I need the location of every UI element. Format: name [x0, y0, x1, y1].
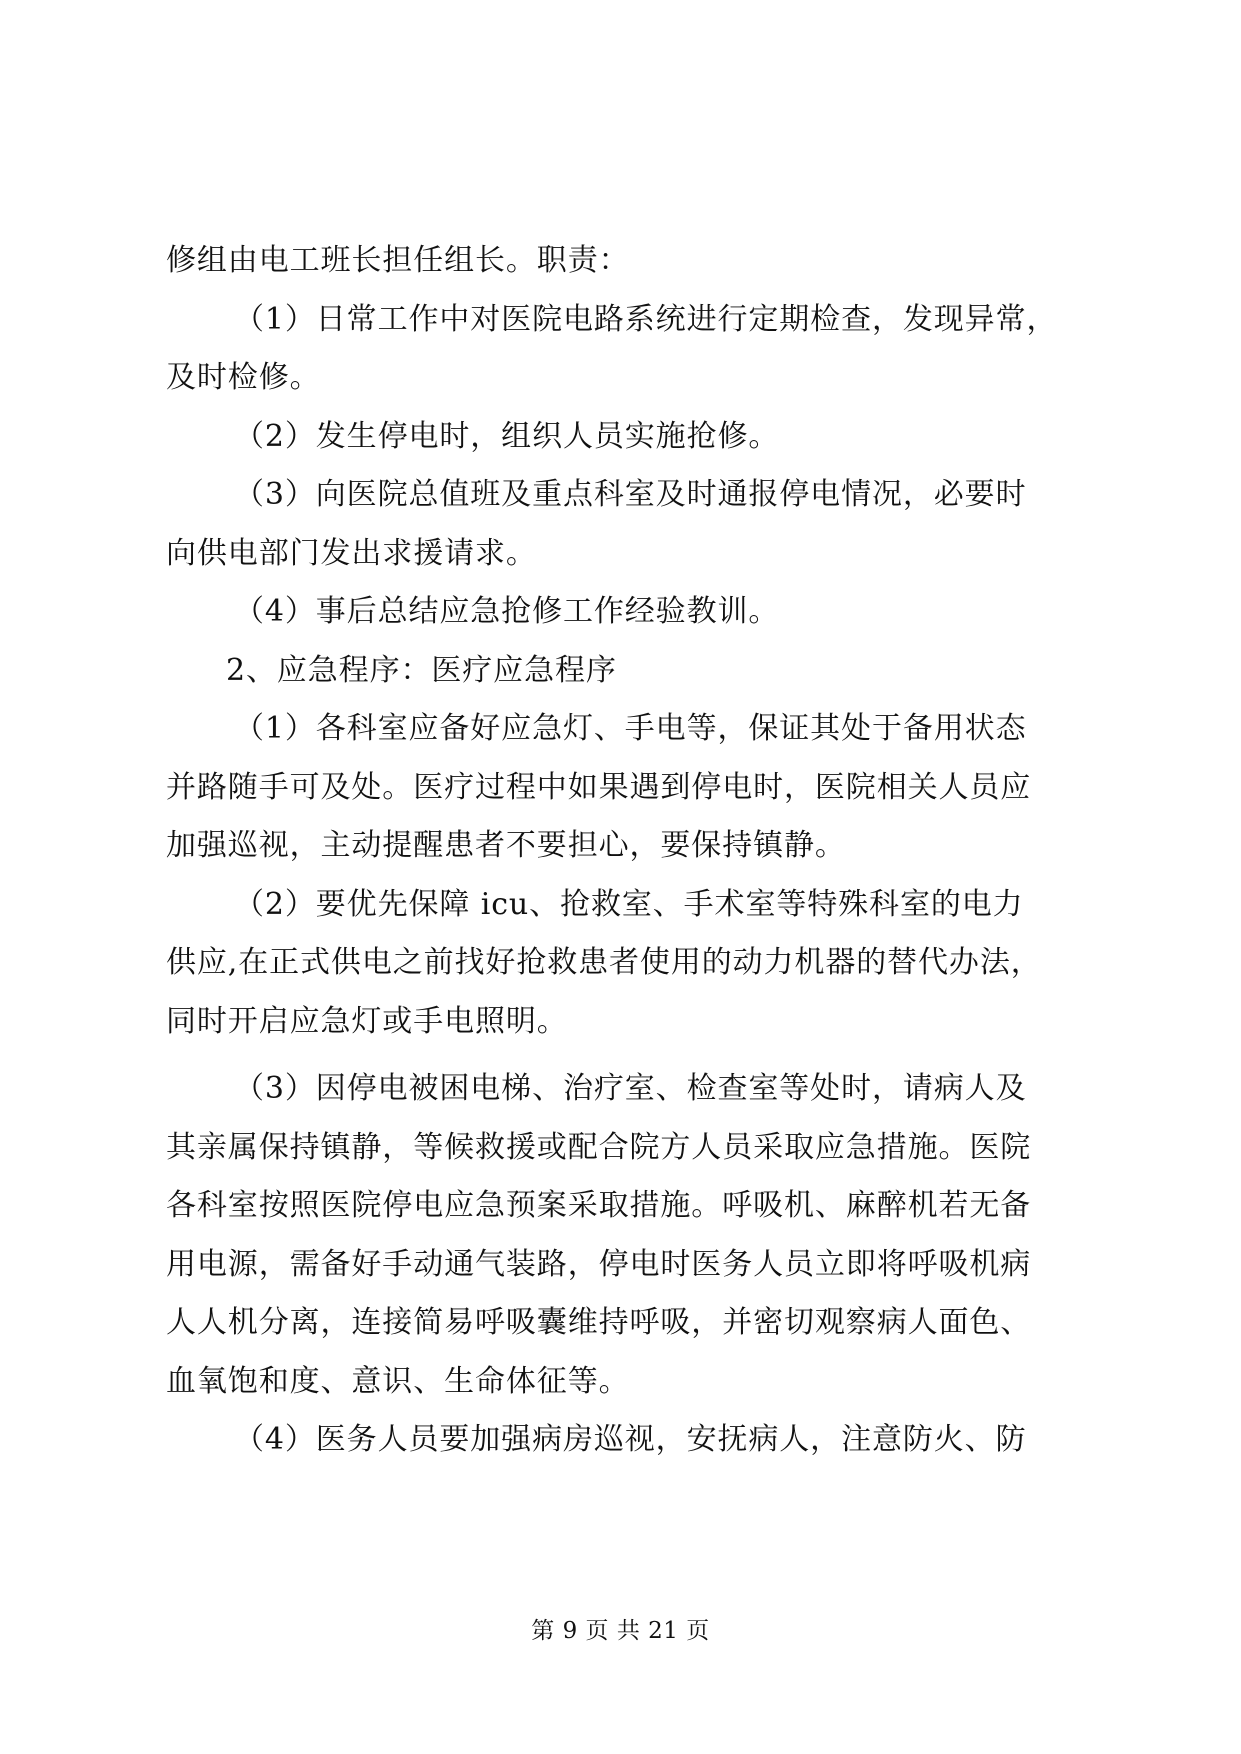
text-line: （3）因停电被困电梯、治疗室、检查室等处时，请病人及: [234, 1071, 1027, 1106]
page-footer: 第 9 页 共 21 页: [531, 1618, 710, 1644]
text-line: （3）向医院总值班及重点科室及时通报停电情况，必要时: [234, 477, 1027, 512]
text-line: （2）发生停电时，组织人员实施抢修。: [234, 418, 780, 454]
text-line: （1）各科室应备好应急灯、手电等，保证其处于备用状态: [234, 711, 1027, 746]
text-line: 向供电部门发出求援请求。: [166, 535, 537, 571]
text-line: （4）医务人员要加强病房巡视，安抚病人，注意防火、防: [234, 1422, 1027, 1457]
text-line: 供应,在正式供电之前找好抢救患者使用的动力机器的替代办法，: [166, 945, 1042, 980]
text-line: 并路随手可及处。医疗过程中如果遇到停电时，医院相关人员应: [166, 769, 1032, 805]
text-line: 加强巡视，主动提醒患者不要担心，要保持镇静。: [166, 828, 846, 863]
text-line: （2）要优先保障 icu、抢救室、手术室等特殊科室的电力: [234, 886, 1024, 922]
text-line: （4）事后总结应急抢修工作经验教训。: [234, 594, 780, 629]
text-line: 各科室按照医院停电应急预案采取措施。呼吸机、麻醉机若无备: [166, 1188, 1032, 1223]
document-body: [166, 232, 1078, 1470]
section-heading: 2、应急程序：医疗应急程序: [226, 652, 617, 688]
text-line: 用电源，需备好手动通气装路，停电时医务人员立即将呼吸机病: [166, 1246, 1032, 1282]
text-line: 及时检修。: [166, 360, 321, 395]
text-line: 修组由电工班长担任组长。职责：: [166, 243, 630, 278]
paragraph-gap: [166, 1051, 1078, 1060]
text-line: 其亲属保持镇静，等候救援或配合院方人员采取应急措施。医院: [166, 1129, 1032, 1165]
text-line: 血氧饱和度、意识、生命体征等。: [166, 1363, 630, 1399]
text-line: 同时开启应急灯或手电照明。: [166, 1003, 568, 1039]
text-line: （1）日常工作中对医院电路系统进行定期检查，发现异常，: [234, 301, 1058, 337]
text-line: 人人机分离，连接简易呼吸囊维持呼吸，并密切观察病人面色、: [166, 1305, 1032, 1340]
